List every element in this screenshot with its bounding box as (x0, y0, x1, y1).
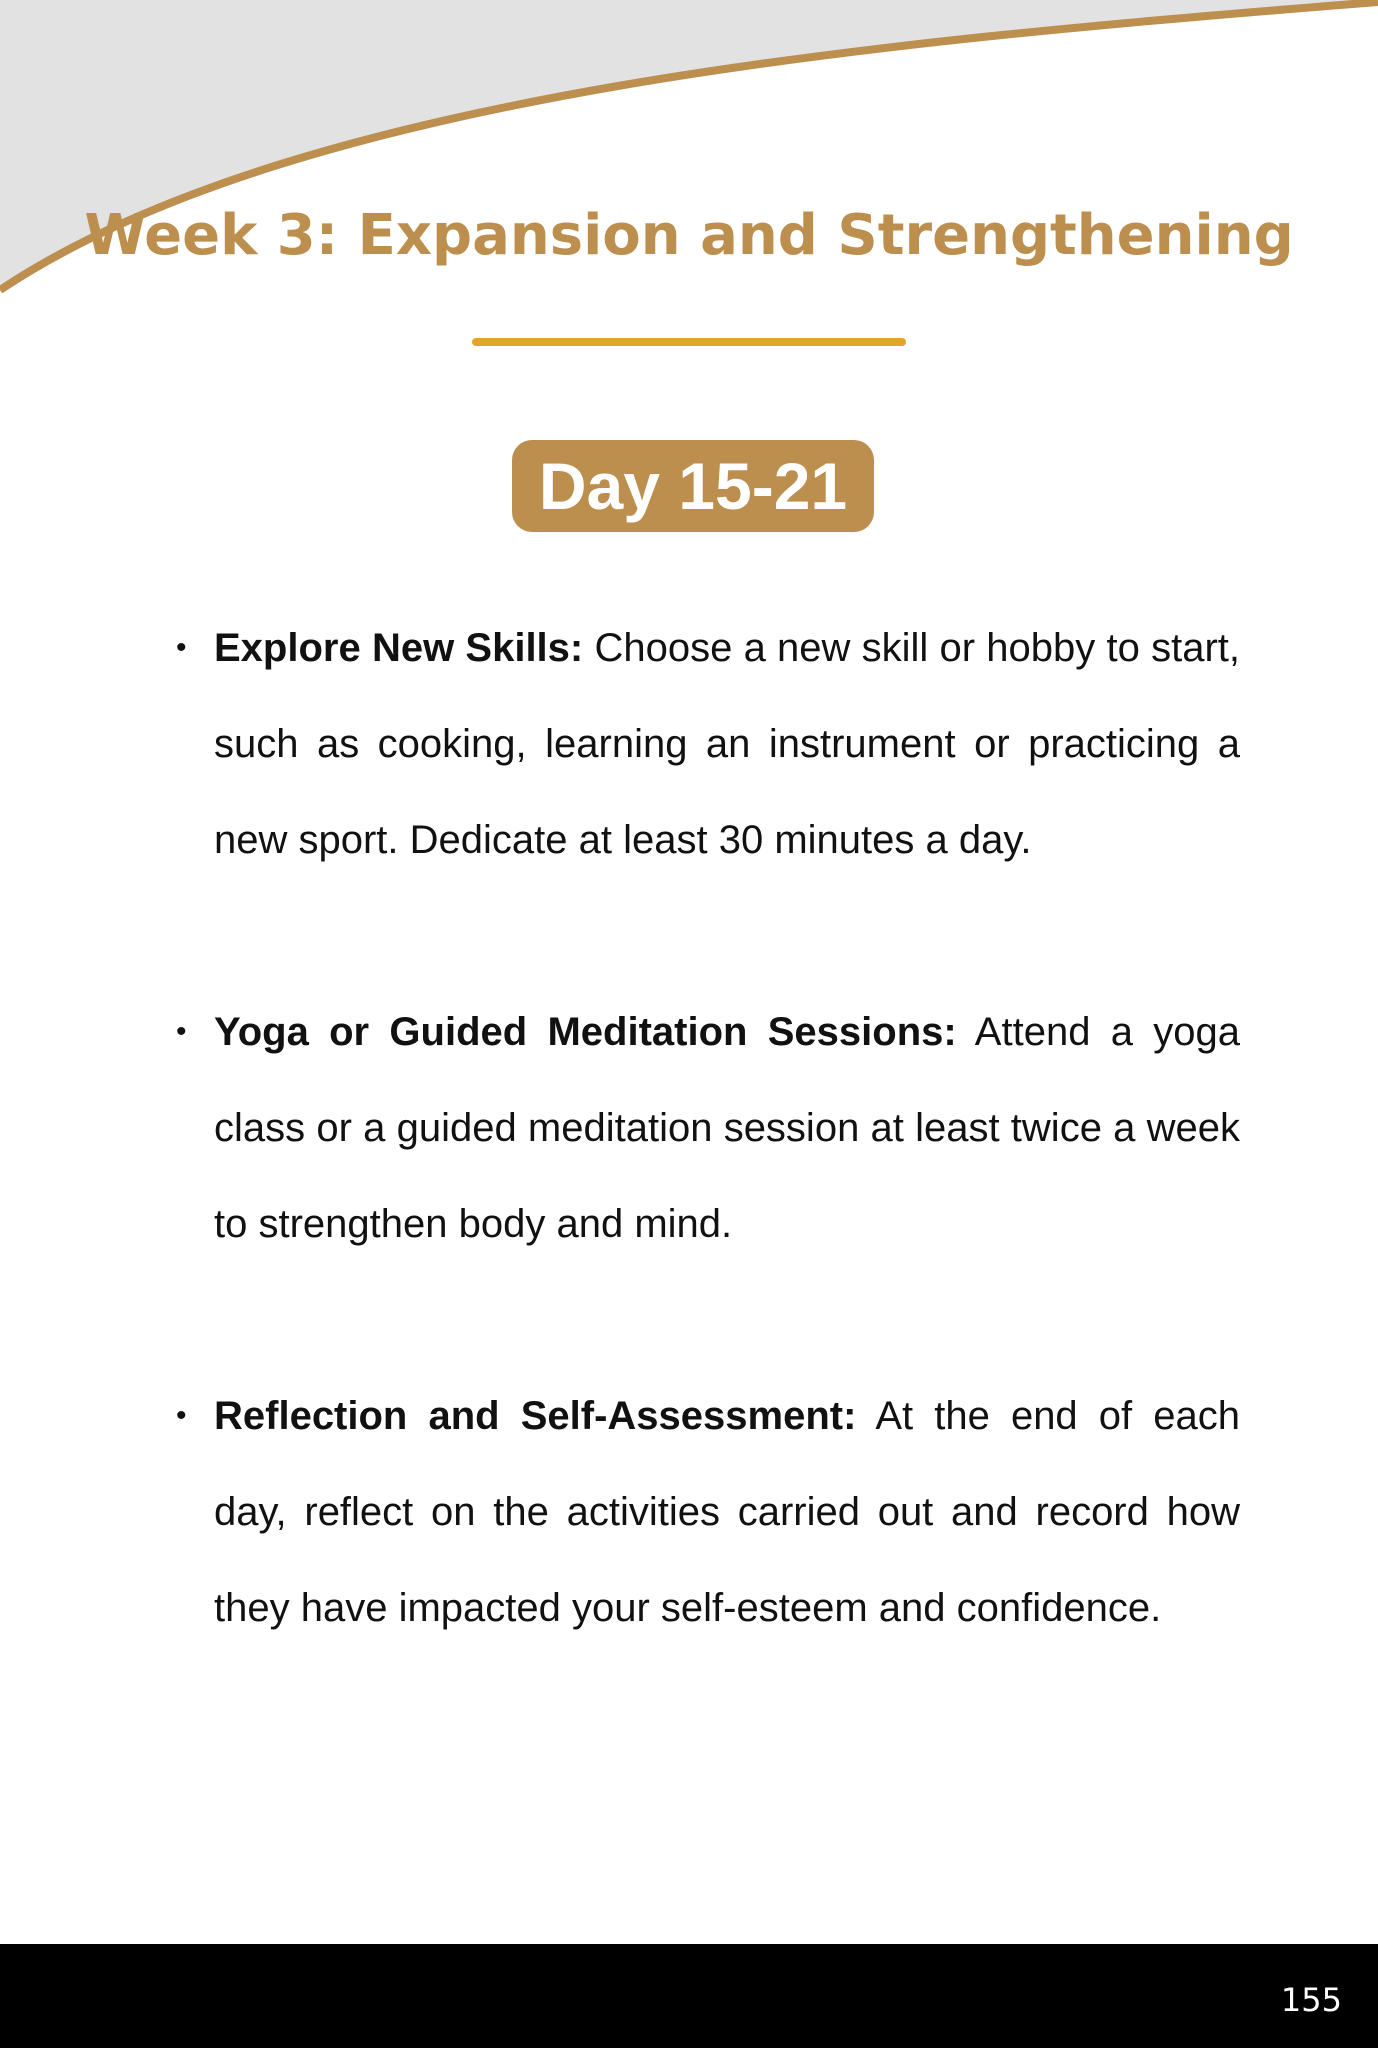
page-title: Week 3: Expansion and Strengthening (84, 203, 1294, 268)
bullet-icon: • (176, 1015, 187, 1048)
task-term: Explore New Skills: (214, 626, 584, 670)
task-list (176, 600, 1241, 1752)
page-number: 155 (1280, 1981, 1342, 2019)
title-underline-divider (472, 338, 906, 346)
bullet-icon: • (176, 1399, 187, 1432)
task-item-reflection-self-assessment (176, 1368, 1241, 1656)
task-description: Attend a yoga class or a guided meditation session at least twice a week to strengthen body and mind. (214, 1010, 1241, 1246)
bullet-icon: • (176, 631, 187, 664)
footer-bar (0, 1944, 1378, 2048)
task-term: Reflection and Self-Assessment: (214, 1394, 857, 1438)
task-description: At the end of each day, reflect on the activities carried out and record how they have impacted your self-esteem and confidence. (214, 1394, 1241, 1630)
task-term: Yoga or Guided Meditation Sessions: (214, 1010, 957, 1054)
day-range-badge: Day 15-21 (512, 440, 874, 532)
task-item-explore-new-skills (176, 600, 1241, 888)
task-item-yoga-meditation (176, 984, 1241, 1272)
task-description: Choose a new skill or hobby to start, such as cooking, learning an instrument or practicing a new sport. Dedicate at least 30 minutes a day. (214, 626, 1241, 862)
